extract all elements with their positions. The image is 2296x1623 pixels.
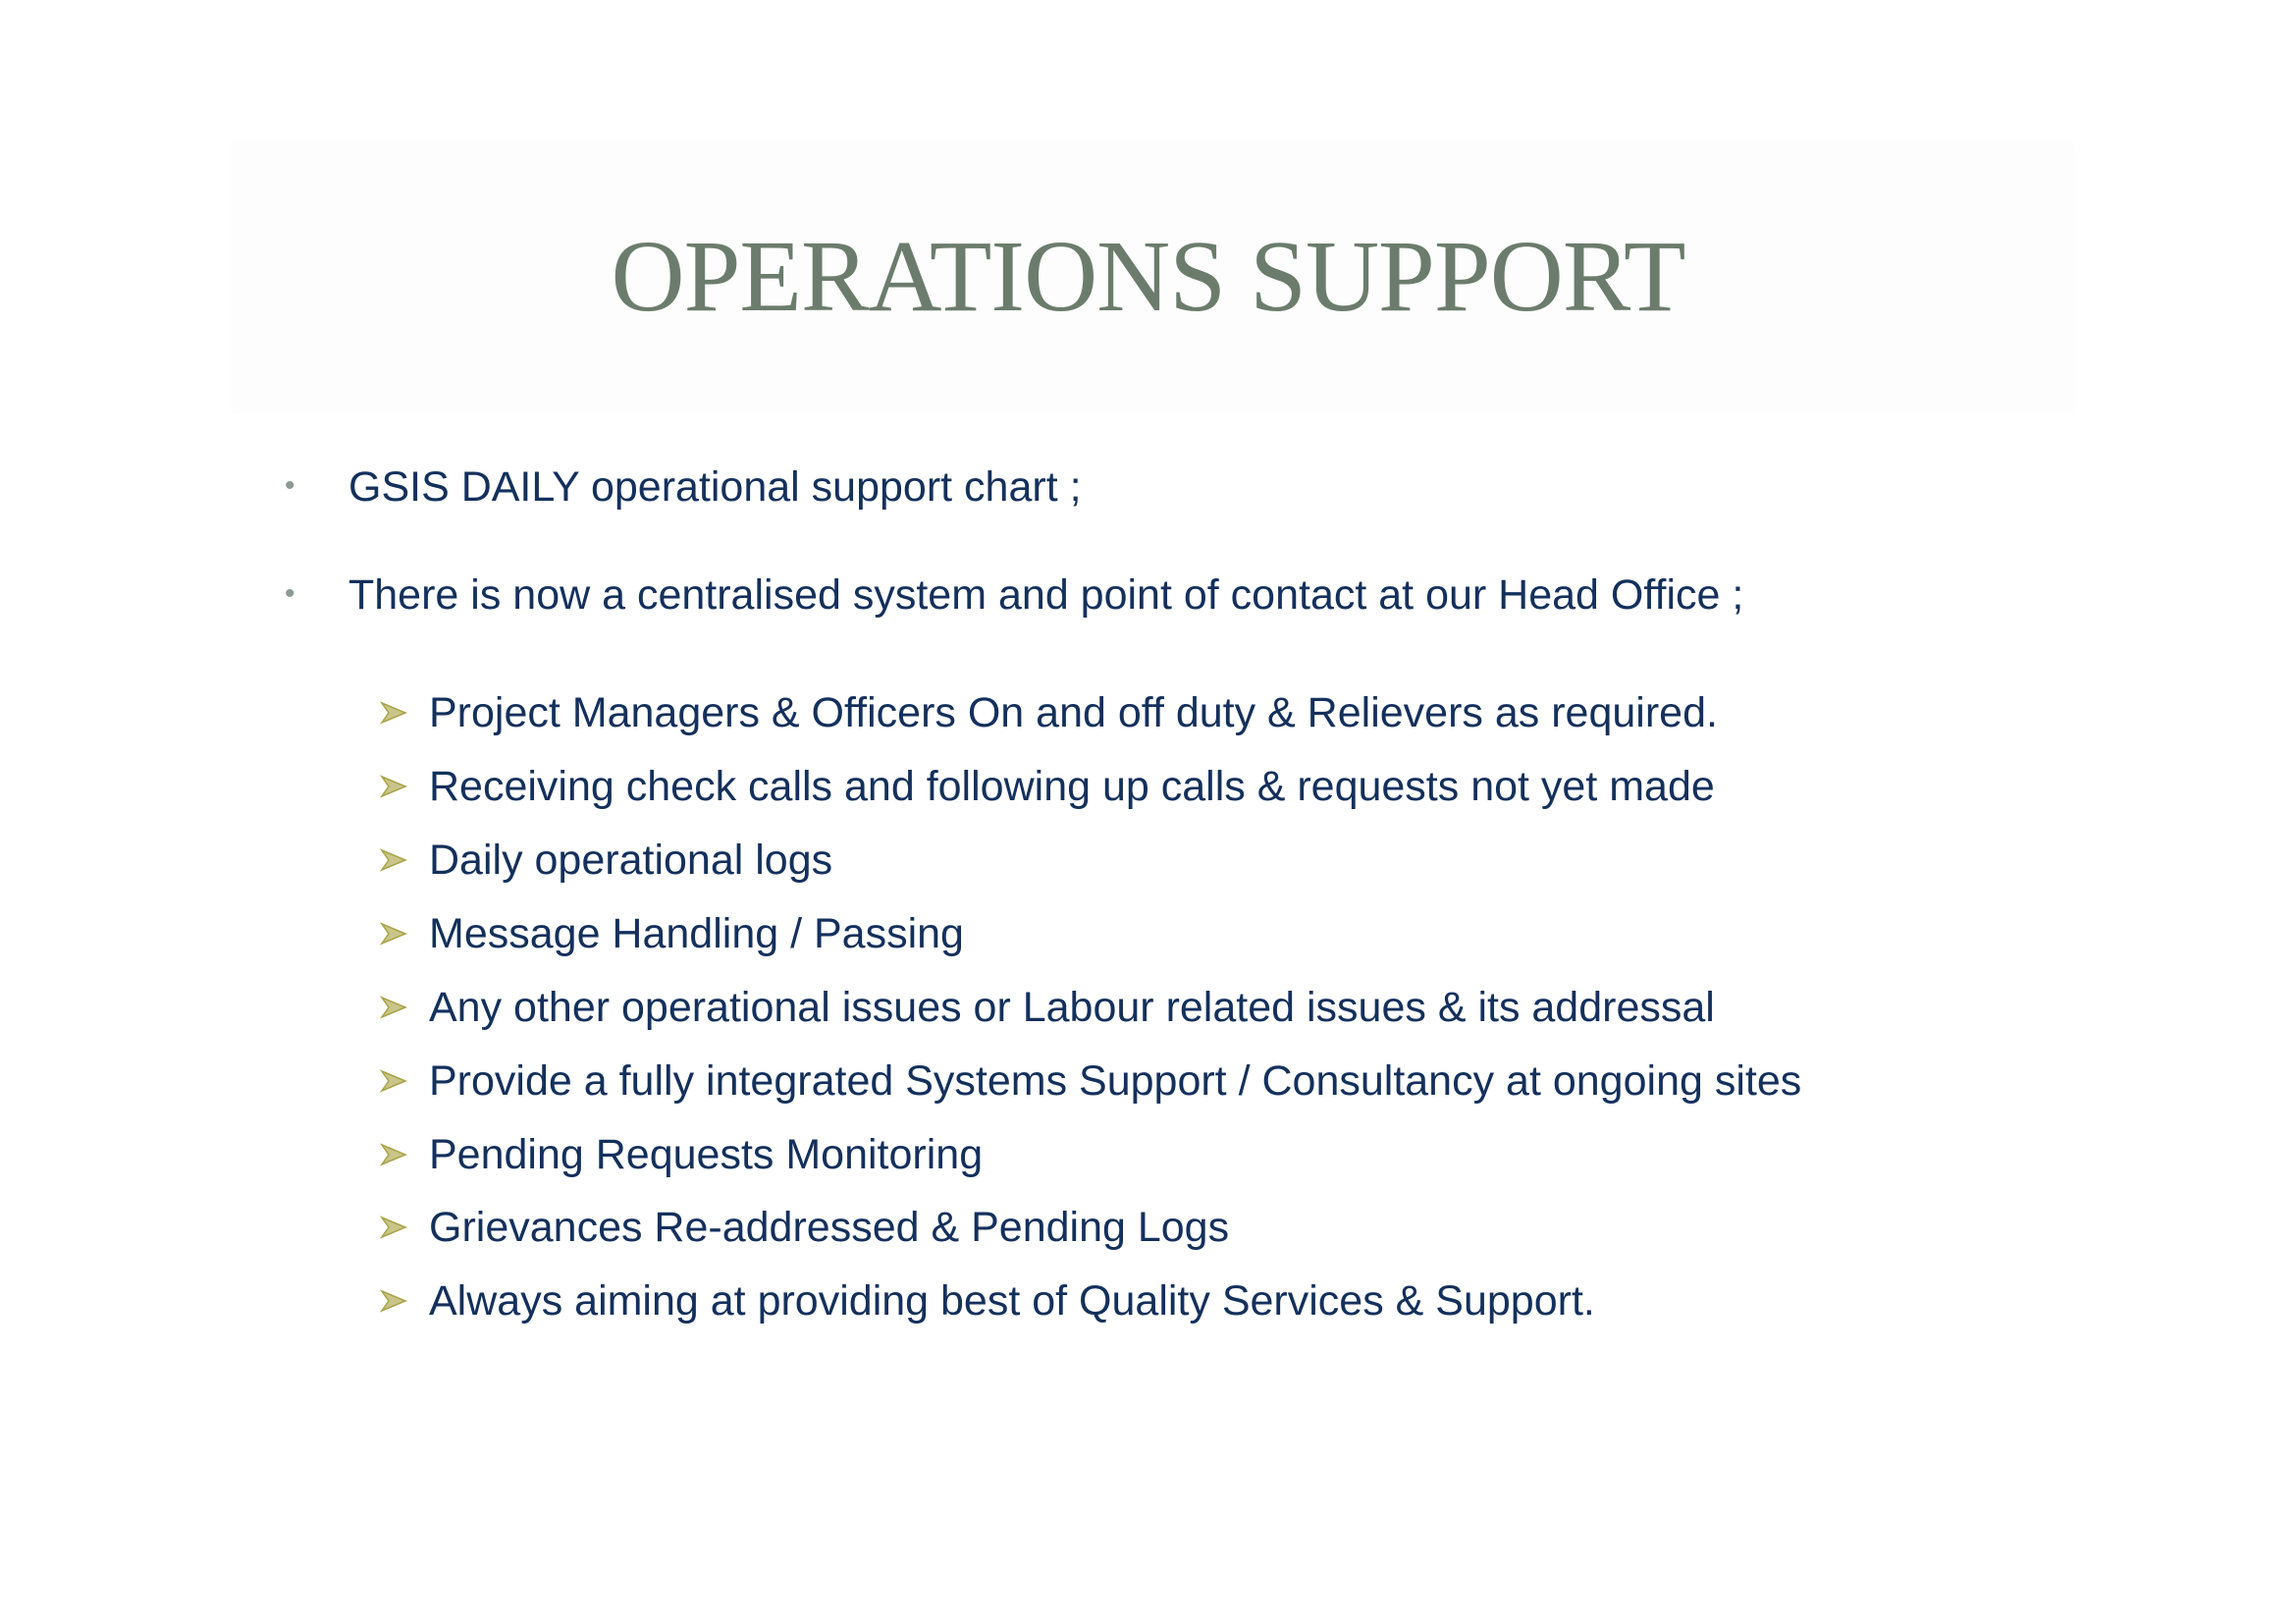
sub-item-text: Grievances Re-addressed & Pending Logs [429,1204,1230,1251]
sub-list-item [380,1275,2147,1330]
bullet-dot-icon: • [285,469,295,502]
sub-list-item [380,761,2147,816]
arrow-bullet-icon [380,699,407,727]
sub-list-item [380,982,2147,1037]
sub-list-item [380,1055,2147,1110]
arrow-bullet-icon [380,1067,407,1095]
sub-item-text: Pending Requests Monitoring [429,1131,984,1178]
arrow-bullet-icon [380,920,407,947]
sub-list-item [380,687,2147,742]
sub-item-text: Message Handling / Passing [429,910,964,957]
bullet-item [285,461,2052,516]
slide-title: OPERATIONS SUPPORT [611,220,1685,333]
arrow-bullet-icon [380,846,407,874]
arrow-bullet-icon [380,994,407,1021]
sub-item-text: Project Managers & Officers On and off duty & Relievers as required. [429,689,1718,736]
arrow-bullet-icon [380,1141,407,1168]
arrow-bullet-icon [380,1214,407,1241]
sub-item-text: Daily operational logs [429,837,833,884]
bullet-item [285,569,2052,624]
sub-list-item [380,908,2147,963]
sub-list-item [380,835,2147,890]
sub-list-item [380,1202,2147,1257]
sub-list-item [380,1129,2147,1184]
arrow-bullet-icon [380,773,407,800]
sub-item-text: Receiving check calls and following up calls & requests not yet made [429,763,1715,810]
bullet-dot-icon: • [285,577,295,610]
sub-item-text: Provide a fully integrated Systems Support / Consultancy at ongoing sites [429,1057,1802,1105]
bullet-text: GSIS DAILY operational support chart ; [348,463,1082,511]
sub-item-text: Any other operational issues or Labour related issues & its addressal [429,984,1715,1031]
arrow-bullet-icon [380,1287,407,1315]
bullet-text: There is now a centralised system and point of contact at our Head Office ; [348,571,1744,619]
sub-item-text: Always aiming at providing best of Quality Services & Support. [429,1277,1595,1325]
